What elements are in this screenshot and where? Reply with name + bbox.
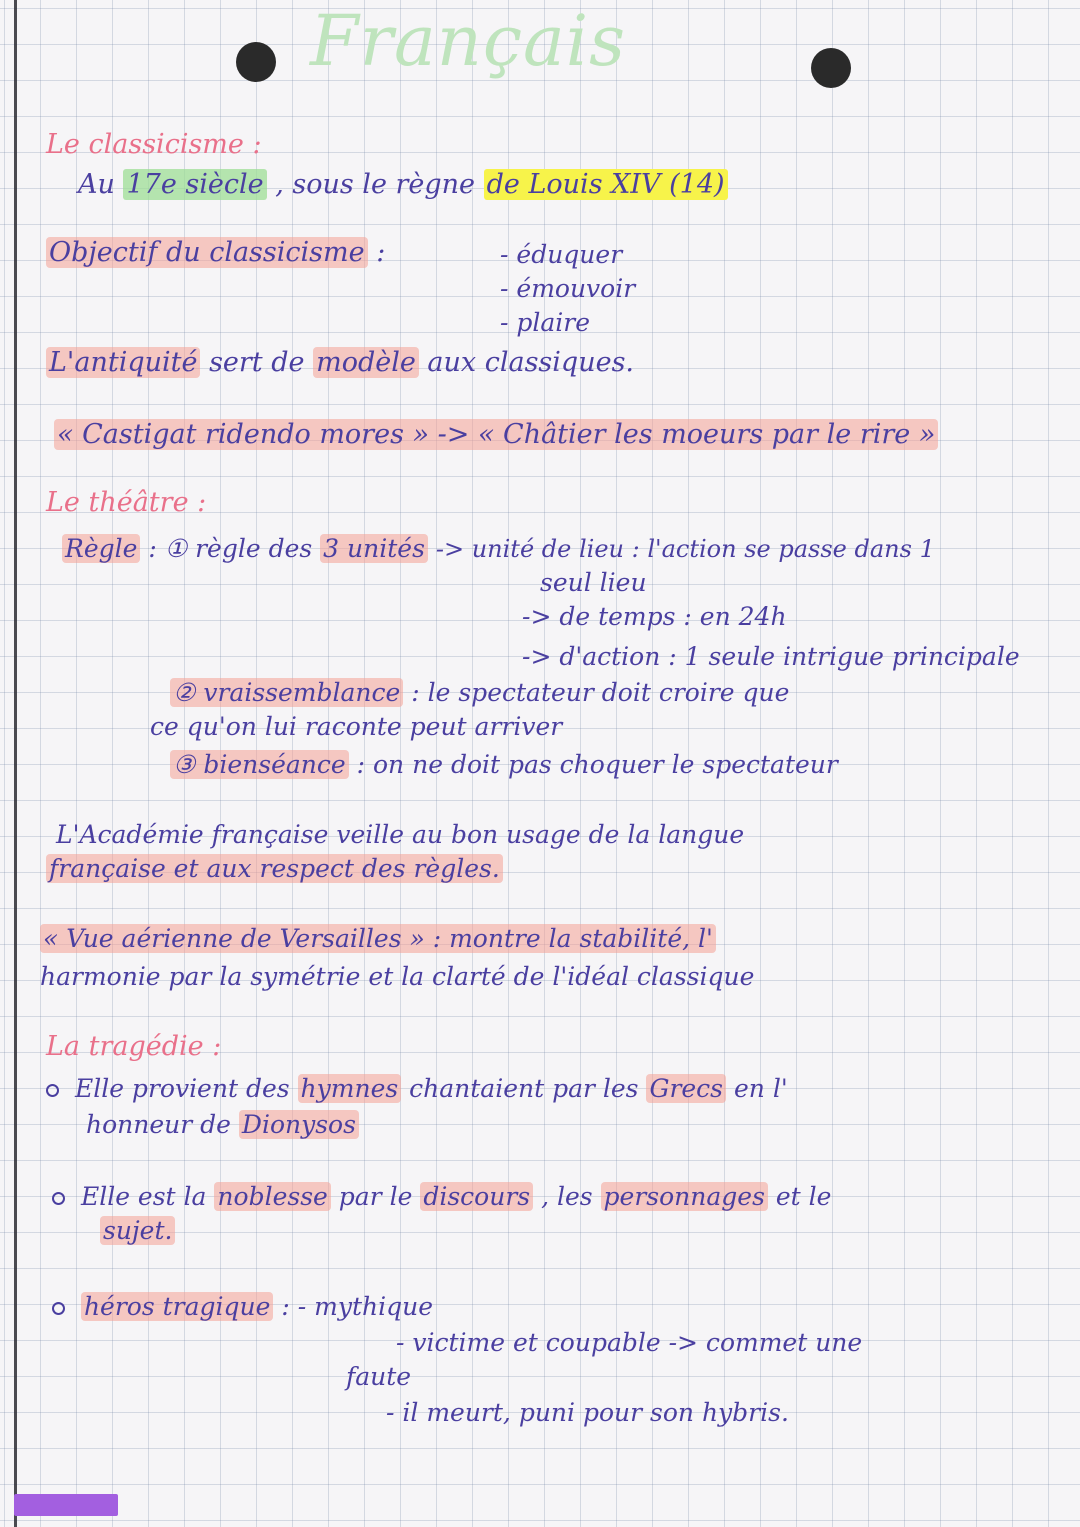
noblesse-highlight: noblesse — [214, 1182, 330, 1211]
margin-line — [14, 0, 17, 1527]
academie-line-1: L'Académie française veille au bon usage de la langue — [56, 820, 745, 849]
binder-hole-right — [811, 48, 851, 88]
bullet-icon — [46, 1084, 59, 1097]
heros-highlight: héros tragique — [81, 1292, 273, 1321]
binder-hole-left — [236, 42, 276, 82]
text: : ① règle des — [148, 534, 313, 563]
text: : on ne doit pas choquer le spectateur — [356, 750, 838, 779]
century-highlight: 17e siècle — [123, 169, 266, 200]
heros-item-2: - victime et coupable -> commet une — [396, 1328, 863, 1357]
discours-highlight: discours — [420, 1182, 533, 1211]
versailles-highlight: « Vue aérienne de Versailles » : montre la stabilité, l' — [40, 924, 716, 953]
dionysos-highlight: Dionysos — [239, 1110, 359, 1139]
page-title: Français — [310, 0, 627, 82]
tragedie-bullet-1 — [46, 1072, 788, 1106]
regle-highlight: Règle — [62, 534, 140, 563]
text: : - mythique — [281, 1292, 434, 1321]
academie-line-2 — [46, 852, 503, 886]
text: , sous le règne — [275, 169, 476, 200]
bullet-icon — [52, 1302, 65, 1315]
text: , les — [541, 1182, 593, 1211]
objectif-item-3: - plaire — [500, 308, 591, 337]
theatre-heading: Le théâtre : — [46, 487, 207, 518]
text: chantaient par les — [409, 1074, 639, 1103]
tragedie-bullet-1-cont — [86, 1108, 359, 1142]
antiquite-highlight: L'antiquité — [46, 347, 200, 378]
purple-tab-marker — [14, 1494, 118, 1516]
versailles-line-2: harmonie par la symétrie et la clarté de l'idéal classique — [40, 962, 755, 991]
regle-line-1 — [62, 532, 935, 566]
antiquite-line — [46, 346, 634, 380]
academie-highlight: française et aux respect des règles. — [46, 854, 503, 883]
text: Elle est la — [80, 1182, 207, 1211]
tragedie-bullet-2 — [52, 1180, 831, 1214]
text: en l' — [733, 1074, 788, 1103]
vraissemblance-line — [170, 676, 789, 710]
objectif-text: Objectif du classicisme — [46, 237, 368, 268]
text: honneur de — [86, 1110, 231, 1139]
personnages-highlight: personnages — [601, 1182, 768, 1211]
vraissemblance-line-2: ce qu'on lui raconte peut arriver — [150, 712, 563, 741]
latin-highlight: « Castigat ridendo mores » -> « Châtier les moeurs par le rire » — [54, 419, 938, 450]
heros-item-4: - il meurt, puni pour son hybris. — [386, 1398, 789, 1427]
bullet-icon — [52, 1192, 65, 1205]
tragedie-bullet-2-cont — [100, 1214, 175, 1248]
bienseance-highlight: ③ bienséance — [170, 750, 349, 779]
objectif-item-2: - émouvoir — [500, 274, 636, 303]
grecs-highlight: Grecs — [646, 1074, 726, 1103]
hymnes-highlight: hymnes — [298, 1074, 402, 1103]
classicisme-heading: Le classicisme : — [46, 129, 262, 160]
regle-line-2: seul lieu — [540, 568, 647, 597]
objectif-item-1: - éduquer — [500, 240, 623, 269]
classicisme-line-1 — [78, 168, 728, 202]
regle-line-3: -> de temps : en 24h — [522, 602, 787, 631]
text: : le spectateur doit croire que — [411, 678, 790, 707]
text: par le — [338, 1182, 413, 1211]
text: aux classiques. — [427, 347, 635, 378]
vraissemblance-highlight: ② vraissemblance — [170, 678, 403, 707]
heros-item-3: faute — [346, 1362, 412, 1391]
text: Elle provient des — [74, 1074, 290, 1103]
versailles-line-1 — [40, 922, 716, 956]
text: sert de — [209, 347, 305, 378]
text: et le — [775, 1182, 832, 1211]
tragedie-heading: La tragédie : — [46, 1031, 222, 1062]
sujet-highlight: sujet. — [100, 1216, 175, 1245]
text: -> unité de lieu : l'action se passe dans 1 — [435, 535, 935, 563]
bienseance-line — [170, 748, 838, 782]
unites-highlight: 3 unités — [320, 534, 428, 563]
tragedie-bullet-3 — [52, 1290, 433, 1324]
text: Au — [78, 169, 115, 200]
king-highlight: de Louis XIV (14) — [484, 169, 728, 200]
objectif-label: Objectif du classicisme : — [46, 236, 385, 270]
modele-highlight: modèle — [313, 347, 419, 378]
regle-line-4: -> d'action : 1 seule intrigue principale — [522, 642, 1020, 671]
latin-quote — [54, 418, 938, 452]
